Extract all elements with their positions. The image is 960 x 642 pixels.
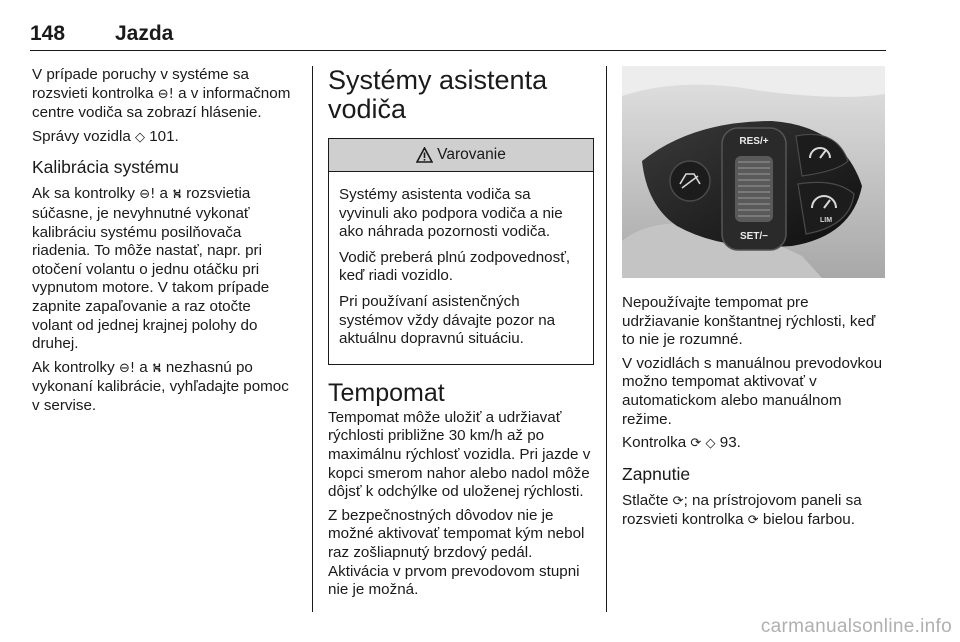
watermark: carmanualsonline.info	[760, 616, 952, 637]
column-divider-1	[312, 66, 313, 612]
engine-icon: ⛕	[151, 360, 162, 376]
paragraph-fault: V prípade poruchy v systéme sa rozsvieti kontrolka ⊖! a v informačnom centre vodiča sa zobrazí hlásenie.	[32, 66, 291, 122]
paragraph-not-reasonable: Nepoužívajte tempomat pre udržiavanie konštantnej rýchlosti, keď to nie je rozumné.	[622, 294, 876, 349]
heading-driver-assist: Systémy asistenta vodiča	[328, 65, 548, 124]
steering-warning-icon: ⊖!	[157, 86, 174, 102]
paragraph-cruise-safety: Z bezpečnostných dôvodov nie je možné aktivovať tempomat kým nebol raz zošliapnutý brzdový pedál. Aktivácia v prvom prevodovom stupni nie je možná.	[328, 506, 585, 599]
warning-box	[328, 138, 594, 365]
cruise-control-icon: ⟳	[747, 513, 759, 529]
paragraph-service: Ak kontrolky ⊖! a ⛕ nezhasnú po vykonaní kalibrácie, vyhľadajte pomoc v servise.	[32, 358, 289, 414]
steering-warning-icon: ⊖!	[118, 360, 136, 376]
engine-icon: ⛕	[172, 187, 182, 203]
column-divider-2	[606, 66, 607, 612]
paragraph-indicator: Kontrolka ⟳ ◇ 93.	[622, 434, 741, 452]
warning-paragraph: Vodič preberá plnú zodpovednosť, keď riadi vozidlo.	[339, 248, 571, 285]
cruise-control-icon: ⟳	[672, 493, 684, 509]
cruise-control-icon: ⟳	[690, 436, 702, 452]
page-ref-icon: ◇	[134, 129, 145, 145]
paragraph-press: Stlačte ⟳; na prístrojovom paneli sa rozsvieti kontrolka ⟳ bielou farbou.	[622, 491, 862, 529]
paragraph-manual-gearbox: V vozidlách s manuálnou prevodovkou možno tempomat aktivovať v automatickom alebo manuálnom režime.	[622, 354, 883, 428]
column-2	[328, 66, 594, 605]
paragraph-calibration: Ak sa kontrolky ⊖! a ⛕ rozsvietia súčasne, je nevyhnutné vykonať kalibráciu systému posilňovača riadenia. To môže nastať, napr. pri otočení volantu o jednu otáčku pri vypnutom motore. V takom prípade zapnite zapaľovanie a raz otočte volant od jednej krajnej polohy do druhej.	[32, 185, 270, 353]
section-title: Jazda	[115, 22, 174, 45]
lim-label: LIM	[819, 217, 833, 224]
warning-header	[329, 139, 593, 172]
page-number: 148	[30, 22, 66, 45]
steering-wheel-controls-photo	[622, 66, 885, 278]
page-header	[30, 20, 886, 51]
warning-label: Varovanie	[437, 146, 506, 163]
column-1	[32, 66, 294, 421]
column-3	[622, 66, 887, 536]
warning-paragraph: Systémy asistenta vodiča sa vyvinuli ako podpora vodiča a nie ako náhrada pozornosti vodiča.	[339, 186, 563, 241]
page-ref-icon: ◇	[705, 436, 716, 452]
warning-triangle-icon	[416, 147, 433, 163]
paragraph-cruise-speed: Tempomat môže uložiť a udržiavať rýchlosti približne 30 km/h až po maximálnu rýchlosť vozidla. Pri jazde v kopci smerom nahor alebo nadol môže dôjsť k odchýlke od uloženej rýchlosti.	[328, 408, 591, 501]
set-minus-label: SET/−	[739, 231, 769, 242]
steering-warning-icon: ⊖!	[139, 187, 156, 203]
heading-switch-on: Zapnutie	[622, 463, 691, 484]
heading-calibration: Kalibrácia systému	[32, 157, 179, 178]
paragraph-vehicle-messages: Správy vozidla ◇ 101.	[32, 127, 179, 145]
warning-paragraph: Pri používaní asistenčných systémov vždy dávajte pozor na aktuálnu dopravnú situáciu.	[339, 292, 556, 348]
res-plus-label: RES/+	[739, 136, 769, 147]
heading-cruise-control: Tempomat	[328, 378, 445, 407]
warning-body	[329, 172, 593, 364]
